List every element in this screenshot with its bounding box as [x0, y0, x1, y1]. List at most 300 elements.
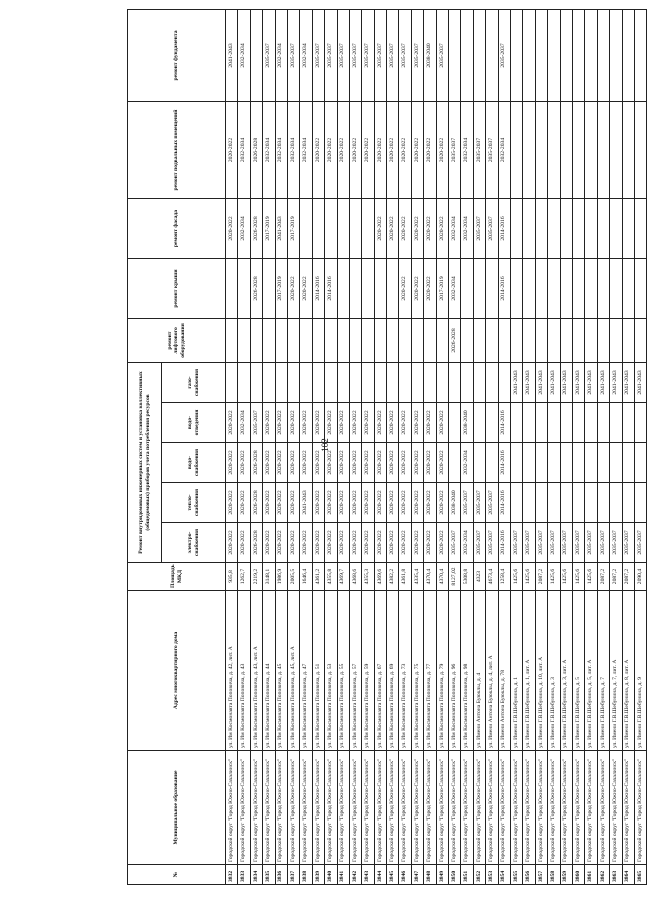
elevators-cell: [473, 319, 485, 363]
water-cell: 2020-2022: [387, 443, 399, 483]
electricity-cell: 2035-2037: [473, 523, 485, 563]
municipality-cell: Городской округ "Город Южно-Сахалинск": [349, 751, 361, 865]
table-row: [362, 10, 374, 885]
gas-cell: 2041-2043: [523, 363, 535, 403]
water-cell: 2032-2034: [461, 443, 473, 483]
municipality-cell: Городской округ "Город Южно-Сахалинск": [362, 751, 374, 865]
heat-cell: 2020-2022: [325, 483, 337, 523]
electricity-cell: 2020-2022: [387, 523, 399, 563]
municipality-cell: Городской округ "Город Южно-Сахалинск": [238, 751, 250, 865]
gas-cell: [349, 363, 361, 403]
roof-cell: 2017-2019: [275, 259, 287, 319]
table-row: [337, 10, 349, 885]
heat-cell: 2020-2022: [312, 483, 324, 523]
municipality-cell: Городской округ "Город Южно-Сахалинск": [473, 751, 485, 865]
gas-cell: [399, 363, 411, 403]
basement-cell: 2020-2022: [325, 102, 337, 199]
foundation-cell: [449, 10, 461, 102]
elevators-cell: [300, 319, 312, 363]
row-number: 3843: [362, 865, 374, 885]
header-roof: ремонт крыши: [128, 259, 226, 319]
heat-cell: 2014-2016: [498, 483, 510, 523]
table-row: [349, 10, 361, 885]
heat-cell: 2020-2022: [362, 483, 374, 523]
heat-cell: 2020-2022: [436, 483, 448, 523]
roof-cell: [560, 259, 572, 319]
basement-cell: 2032-2034: [461, 102, 473, 199]
address-cell: ул. Имени Антона Буюклы, д. 4: [473, 591, 485, 751]
area-cell: 2087,2: [610, 563, 622, 591]
header-meters-group: Ремонт внутридомовых инженерных систем и установка коллективных (общедомовых) приборов учета потребления ресурсов: [128, 363, 162, 563]
area-cell: 4355,8: [325, 563, 337, 591]
area-cell: 4323: [473, 563, 485, 591]
electricity-cell: 2020-2022: [424, 523, 436, 563]
foundation-cell: [548, 10, 560, 102]
address-cell: ул. Имени Г.В.Шебунина, д. 1, лит. А: [523, 591, 535, 751]
municipality-cell: Городской округ "Город Южно-Сахалинск": [535, 751, 547, 865]
address-cell: ул. Имени Г.В.Шебунина, д. 3: [548, 591, 560, 751]
elevators-cell: [486, 319, 498, 363]
electricity-cell: 2035-2037: [548, 523, 560, 563]
heat-cell: 2020-2022: [399, 483, 411, 523]
foundation-cell: 2035-2037: [436, 10, 448, 102]
foundation-cell: 2035-2037: [325, 10, 337, 102]
facade-cell: [312, 199, 324, 259]
water-cell: 2026-2028: [250, 443, 262, 483]
address-cell: ул. Имени Г.В.Шебунина, д. 9: [634, 591, 646, 751]
basement-cell: 2020-2022: [411, 102, 423, 199]
electricity-cell: 2020-2022: [411, 523, 423, 563]
water-cell: [610, 443, 622, 483]
water-cell: [449, 443, 461, 483]
row-number: 3855: [510, 865, 522, 885]
gas-cell: [238, 363, 250, 403]
table-row: [572, 10, 584, 885]
row-number: 3837: [287, 865, 299, 885]
municipality-cell: Городской округ "Город Южно-Сахалинск": [399, 751, 411, 865]
electricity-cell: 2014-2016: [498, 523, 510, 563]
gas-cell: [436, 363, 448, 403]
roof-cell: [548, 259, 560, 319]
table-row: [585, 10, 597, 885]
row-number: 3849: [436, 865, 448, 885]
municipality-cell: Городской округ "Город Южно-Сахалинск": [510, 751, 522, 865]
area-cell: 4382,2: [387, 563, 399, 591]
municipality-cell: Городской округ "Город Южно-Сахалинск": [263, 751, 275, 865]
water-cell: 2014-2016: [498, 443, 510, 483]
water-cell: 2020-2022: [362, 443, 374, 483]
basement-cell: 2020-2022: [362, 102, 374, 199]
row-number: 3857: [535, 865, 547, 885]
foundation-cell: 2035-2037: [399, 10, 411, 102]
heat-cell: [634, 483, 646, 523]
water-cell: [585, 443, 597, 483]
table-row: [263, 10, 275, 885]
table-body: [226, 10, 647, 885]
row-number: 3864: [622, 865, 634, 885]
row-number: 3838: [300, 865, 312, 885]
sewage-cell: [634, 403, 646, 443]
basement-cell: [597, 102, 609, 199]
elevators-cell: [411, 319, 423, 363]
gas-cell: [250, 363, 262, 403]
municipality-cell: Городской округ "Город Южно-Сахалинск": [250, 751, 262, 865]
row-number: 3863: [610, 865, 622, 885]
basement-cell: 2020-2022: [312, 102, 324, 199]
row-number: 3845: [387, 865, 399, 885]
elevators-cell: [548, 319, 560, 363]
electricity-cell: 2020-2022: [337, 523, 349, 563]
area-cell: 1425,6: [572, 563, 584, 591]
table-row: [374, 10, 386, 885]
elevators-cell: [622, 319, 634, 363]
roof-cell: 2020-2022: [411, 259, 423, 319]
row-number: 3842: [349, 865, 361, 885]
heat-cell: 2041-2043: [300, 483, 312, 523]
table-row: [548, 10, 560, 885]
row-number: 3865: [634, 865, 646, 885]
water-cell: [473, 443, 485, 483]
roof-cell: [634, 259, 646, 319]
electricity-cell: 2035-2037: [486, 523, 498, 563]
table-row: [597, 10, 609, 885]
address-cell: ул. Им Космонавта Поповича, д. 44: [263, 591, 275, 751]
water-cell: 2020-2022: [337, 443, 349, 483]
elevators-cell: [362, 319, 374, 363]
table-row: [399, 10, 411, 885]
sewage-cell: [585, 403, 597, 443]
municipality-cell: Городской округ "Город Южно-Сахалинск": [411, 751, 423, 865]
electricity-cell: 2020-2022: [263, 523, 275, 563]
roof-cell: [374, 259, 386, 319]
foundation-cell: [535, 10, 547, 102]
area-cell: 4369,6: [374, 563, 386, 591]
facade-cell: [325, 199, 337, 259]
row-number: 3861: [585, 865, 597, 885]
header-municipality: Муниципальное образование: [128, 751, 226, 865]
municipality-cell: Городской округ "Город Южно-Сахалинск": [300, 751, 312, 865]
municipality-cell: Городской округ "Город Южно-Сахалинск": [325, 751, 337, 865]
roof-cell: 2032-2034: [449, 259, 461, 319]
electricity-cell: 2035-2037: [634, 523, 646, 563]
basement-cell: 2020-2022: [424, 102, 436, 199]
area-cell: 2090,4: [634, 563, 646, 591]
gas-cell: [275, 363, 287, 403]
roof-cell: [572, 259, 584, 319]
water-cell: [560, 443, 572, 483]
facade-cell: [560, 199, 572, 259]
sewage-cell: [610, 403, 622, 443]
municipality-cell: Городской округ "Город Южно-Сахалинск": [548, 751, 560, 865]
area-cell: 2087,2: [622, 563, 634, 591]
gas-cell: [486, 363, 498, 403]
basement-cell: [610, 102, 622, 199]
header-facade: ремонт фасада: [128, 199, 226, 259]
table-row: [486, 10, 498, 885]
elevators-cell: [572, 319, 584, 363]
water-cell: [523, 443, 535, 483]
foundation-cell: [523, 10, 535, 102]
electricity-cell: 2035-2037: [622, 523, 634, 563]
foundation-cell: [486, 10, 498, 102]
area-cell: 4361,8: [399, 563, 411, 591]
facade-cell: 2035-2037: [486, 199, 498, 259]
elevators-cell: [337, 319, 349, 363]
roof-cell: 2014-2016: [312, 259, 324, 319]
table-row: [287, 10, 299, 885]
table-row: [226, 10, 238, 885]
heat-cell: 2020-2022: [275, 483, 287, 523]
foundation-cell: [473, 10, 485, 102]
sewage-cell: 2020-2022: [436, 403, 448, 443]
heat-cell: [560, 483, 572, 523]
municipality-cell: Городской округ "Город Южно-Сахалинск": [597, 751, 609, 865]
header-basement: ремонт подвальных помещений: [128, 102, 226, 199]
basement-cell: 2020-2022: [374, 102, 386, 199]
foundation-cell: 2035-2037: [374, 10, 386, 102]
municipality-cell: Городской округ "Город Южно-Сахалинск": [634, 751, 646, 865]
area-cell: 5308,8: [461, 563, 473, 591]
heat-cell: 2020-2022: [226, 483, 238, 523]
roof-cell: 2020-2022: [287, 259, 299, 319]
municipality-cell: Городской округ "Город Южно-Сахалинск": [610, 751, 622, 865]
basement-cell: [634, 102, 646, 199]
heat-cell: [523, 483, 535, 523]
roof-cell: 2020-2022: [424, 259, 436, 319]
sewage-cell: 2020-2022: [337, 403, 349, 443]
sewage-cell: [510, 403, 522, 443]
roof-cell: 2017-2019: [436, 259, 448, 319]
row-number: 3832: [226, 865, 238, 885]
municipality-cell: Городской округ "Город Южно-Сахалинск": [226, 751, 238, 865]
water-cell: 2020-2022: [325, 443, 337, 483]
facade-cell: 2020-2022: [424, 199, 436, 259]
address-cell: ул. Им Космонавта Поповича, д. 47: [300, 591, 312, 751]
basement-cell: [510, 102, 522, 199]
basement-cell: [523, 102, 535, 199]
facade-cell: [572, 199, 584, 259]
table-row: [312, 10, 324, 885]
electricity-cell: 2035-2037: [610, 523, 622, 563]
sewage-cell: 2014-2016: [498, 403, 510, 443]
elevators-cell: [523, 319, 535, 363]
water-cell: [510, 443, 522, 483]
foundation-cell: [634, 10, 646, 102]
area-cell: 4370,4: [436, 563, 448, 591]
area-cell: 2219,2: [250, 563, 262, 591]
municipality-cell: Городской округ "Город Южно-Сахалинск": [560, 751, 572, 865]
area-cell: 1425,6: [585, 563, 597, 591]
area-cell: 4369,7: [337, 563, 349, 591]
facade-cell: 2032-2034: [461, 199, 473, 259]
elevators-cell: [325, 319, 337, 363]
roof-cell: [535, 259, 547, 319]
sewage-cell: [473, 403, 485, 443]
water-cell: [634, 443, 646, 483]
foundation-cell: [461, 10, 473, 102]
area-cell: 1425,6: [510, 563, 522, 591]
roof-cell: [349, 259, 361, 319]
gas-cell: 2041-2043: [634, 363, 646, 403]
water-cell: 2020-2022: [226, 443, 238, 483]
row-number: 3844: [374, 865, 386, 885]
table-row: [387, 10, 399, 885]
heat-cell: 2035-2037: [486, 483, 498, 523]
roof-cell: 2020-2022: [300, 259, 312, 319]
heat-cell: [535, 483, 547, 523]
facade-cell: [597, 199, 609, 259]
basement-cell: [548, 102, 560, 199]
roof-cell: [387, 259, 399, 319]
gas-cell: [300, 363, 312, 403]
electricity-cell: 2020-2022: [349, 523, 361, 563]
basement-cell: 2032-2034: [498, 102, 510, 199]
basement-cell: 2032-2034: [275, 102, 287, 199]
elevators-cell: [560, 319, 572, 363]
roof-cell: [473, 259, 485, 319]
gas-cell: 2041-2043: [585, 363, 597, 403]
water-cell: 2020-2022: [399, 443, 411, 483]
sewage-cell: 2020-2022: [263, 403, 275, 443]
elevators-cell: [226, 319, 238, 363]
foundation-cell: 2035-2037: [312, 10, 324, 102]
row-number: 3850: [449, 865, 461, 885]
gas-cell: [362, 363, 374, 403]
electricity-cell: 2020-2022: [436, 523, 448, 563]
sewage-cell: [572, 403, 584, 443]
page-number: 102: [320, 438, 330, 452]
foundation-cell: 2035-2037: [287, 10, 299, 102]
facade-cell: 2014-2016: [498, 199, 510, 259]
header-electricity: электро-снабжения: [162, 523, 226, 563]
basement-cell: 2020-2022: [226, 102, 238, 199]
elevators-cell: [498, 319, 510, 363]
header-area: Площадь МКД: [128, 563, 226, 591]
elevators-cell: [312, 319, 324, 363]
foundation-cell: [585, 10, 597, 102]
water-cell: [535, 443, 547, 483]
area-cell: 1986,9: [275, 563, 287, 591]
row-number: 3839: [312, 865, 324, 885]
table-row: [238, 10, 250, 885]
address-cell: ул. Им Космонавта Поповича, д. 57: [349, 591, 361, 751]
elevators-cell: [349, 319, 361, 363]
table-row: [523, 10, 535, 885]
document-sheet: [127, 10, 643, 885]
basement-cell: 2035-2037: [449, 102, 461, 199]
basement-cell: 2020-2022: [399, 102, 411, 199]
address-cell: ул. Им Космонавта Поповича, д. 77: [424, 591, 436, 751]
table-row: [498, 10, 510, 885]
elevators-cell: [374, 319, 386, 363]
sewage-cell: 2020-2022: [325, 403, 337, 443]
address-cell: ул. Им Космонавта Поповича, д. 69: [387, 591, 399, 751]
water-cell: [548, 443, 560, 483]
sewage-cell: 2020-2022: [275, 403, 287, 443]
facade-cell: [548, 199, 560, 259]
header-address: Адрес многоквартирного дома: [128, 591, 226, 751]
sewage-cell: 2020-2022: [424, 403, 436, 443]
electricity-cell: 2020-2022: [374, 523, 386, 563]
gas-cell: 2041-2043: [610, 363, 622, 403]
facade-cell: [622, 199, 634, 259]
gas-cell: [325, 363, 337, 403]
address-cell: ул. Им Космонавта Поповича, д. 67: [374, 591, 386, 751]
basement-cell: 2032-2034: [300, 102, 312, 199]
row-number: 3852: [473, 865, 485, 885]
basement-cell: [585, 102, 597, 199]
water-cell: 2020-2022: [263, 443, 275, 483]
gas-cell: [473, 363, 485, 403]
municipality-cell: Городской округ "Город Южно-Сахалинск": [523, 751, 535, 865]
basement-cell: [572, 102, 584, 199]
elevators-cell: [263, 319, 275, 363]
municipality-cell: Городской округ "Город Южно-Сахалинск": [572, 751, 584, 865]
elevators-cell: [585, 319, 597, 363]
sewage-cell: [486, 403, 498, 443]
electricity-cell: 2020-2022: [325, 523, 337, 563]
header-gas: газо-снабжения: [162, 363, 226, 403]
basement-cell: 2035-2037: [473, 102, 485, 199]
basement-cell: 2032-2034: [263, 102, 275, 199]
elevators-cell: [436, 319, 448, 363]
water-cell: 2020-2022: [436, 443, 448, 483]
foundation-cell: 2035-2037: [411, 10, 423, 102]
facade-cell: 2032-2034: [449, 199, 461, 259]
address-cell: ул. Им Космонавта Поповича, д. 43, лит. А: [250, 591, 262, 751]
sewage-cell: 2020-2022: [387, 403, 399, 443]
elevators-cell: [399, 319, 411, 363]
electricity-cell: 2035-2037: [572, 523, 584, 563]
elevators-cell: [250, 319, 262, 363]
area-cell: 1262,7: [238, 563, 250, 591]
facade-cell: [337, 199, 349, 259]
area-cell: 8127,02: [449, 563, 461, 591]
facade-cell: [535, 199, 547, 259]
water-cell: 2020-2022: [411, 443, 423, 483]
roof-cell: 2020-2022: [399, 259, 411, 319]
roof-cell: [486, 259, 498, 319]
electricity-cell: 2035-2037: [523, 523, 535, 563]
facade-cell: 2020-2022: [436, 199, 448, 259]
header-foundation: ремонт фундамента: [128, 10, 226, 102]
water-cell: 2020-2022: [287, 443, 299, 483]
facade-cell: [610, 199, 622, 259]
row-number: 3848: [424, 865, 436, 885]
elevators-cell: [387, 319, 399, 363]
elevators-cell: 2026-2028: [449, 319, 461, 363]
sewage-cell: 2020-2022: [226, 403, 238, 443]
electricity-cell: 2035-2037: [560, 523, 572, 563]
area-cell: 2005,5: [287, 563, 299, 591]
facade-cell: [362, 199, 374, 259]
row-number: 3840: [325, 865, 337, 885]
electricity-cell: 2035-2037: [585, 523, 597, 563]
electricity-cell: 2035-2037: [597, 523, 609, 563]
municipality-cell: Городской округ "Город Южно-Сахалинск": [622, 751, 634, 865]
row-number: 3833: [238, 865, 250, 885]
municipality-cell: Городской округ "Город Южно-Сахалинск": [374, 751, 386, 865]
water-cell: 2020-2022: [300, 443, 312, 483]
basement-cell: 2020-2022: [387, 102, 399, 199]
roof-cell: [597, 259, 609, 319]
foundation-cell: 2035-2037: [263, 10, 275, 102]
facade-cell: 2020-2022: [374, 199, 386, 259]
row-number: 3847: [411, 865, 423, 885]
facade-cell: [585, 199, 597, 259]
row-number: 3862: [597, 865, 609, 885]
sewage-cell: [597, 403, 609, 443]
